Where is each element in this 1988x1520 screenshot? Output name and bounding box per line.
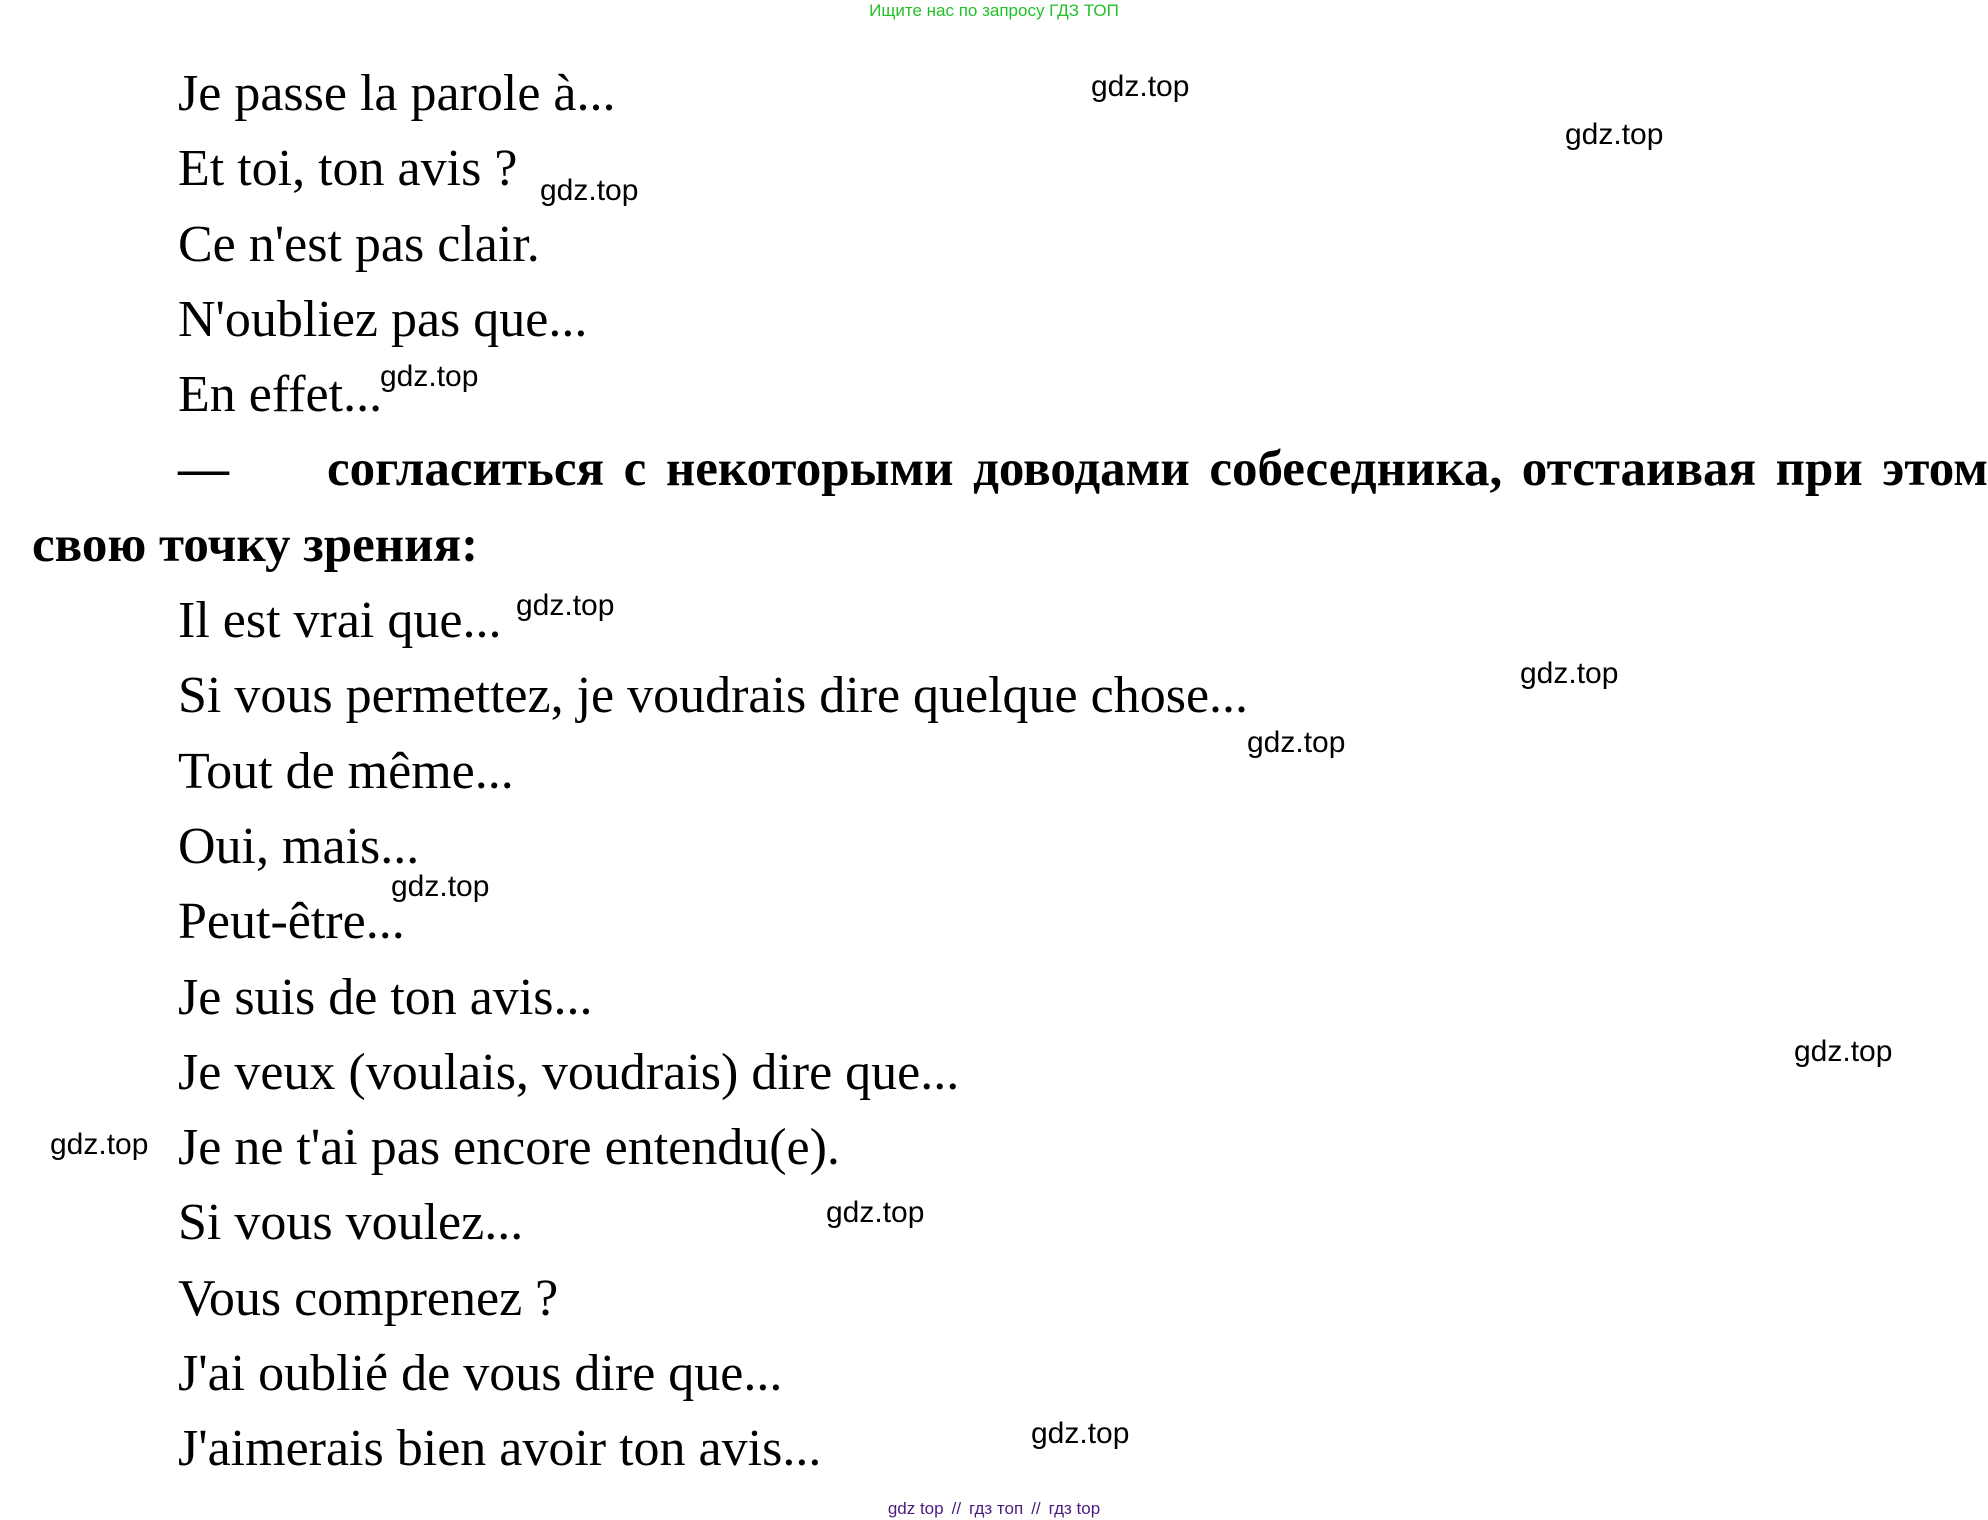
watermark: gdz.top (391, 870, 490, 903)
top-banner: Ищите нас по запросу ГДЗ ТОП (869, 1, 1119, 20)
watermark: gdz.top (1031, 1417, 1130, 1450)
separator: // (951, 1499, 962, 1518)
watermark: gdz.top (50, 1128, 149, 1161)
phrase-line: J'aimerais bien avoir ton avis... (178, 1420, 822, 1478)
phrase-line: Oui, mais... (178, 817, 420, 875)
section-heading-text: согласиться с некоторыми доводами собеседника, отстаивая при этом свою точку зрения: (32, 441, 1988, 573)
phrase-line: Je veux (voulais, voudrais) dire que... (178, 1043, 960, 1101)
phrase-line: Je passe la parole à... (178, 65, 616, 122)
phrase-line: Il est vrai que... (178, 592, 502, 650)
watermark: gdz.top (516, 589, 615, 622)
phrase-line: Ce n'est pas clair. (178, 215, 540, 273)
dash: — (178, 441, 229, 498)
watermark: gdz.top (1794, 1035, 1893, 1068)
phrase-line: En effet... (178, 366, 383, 424)
watermark: gdz.top (826, 1196, 925, 1229)
bottom-banner-part: gdz top (887, 1499, 944, 1518)
watermark: gdz.top (380, 360, 479, 393)
watermark: gdz.top (1091, 70, 1190, 103)
phrase-line: Je ne t'ai pas encore entendu(e). (178, 1119, 840, 1177)
watermark: gdz.top (1247, 726, 1346, 759)
separator: // (1031, 1499, 1041, 1518)
phrase-line: Vous comprenez ? (178, 1269, 559, 1327)
document-body (0, 56, 1988, 1487)
phrase-line: Peut-être... (178, 893, 405, 951)
phrase-line: Je suis de ton avis... (178, 968, 593, 1026)
watermark: gdz.top (1565, 118, 1664, 151)
phrase-line: J'ai oublié de vous dire que... (178, 1345, 783, 1403)
phrase-line: Tout de même... (178, 742, 514, 800)
watermark: gdz.top (540, 174, 639, 207)
phrase-line: Et toi, ton avis ? (178, 140, 518, 198)
section-heading (32, 432, 1988, 583)
phrase-line: Si vous permettez, je voudrais dire quelque chose... (178, 667, 1249, 725)
watermark: gdz.top (1520, 657, 1619, 690)
bottom-banner-part: гдз топ (969, 1499, 1024, 1518)
bottom-banner-part: гдз top (1048, 1499, 1101, 1518)
phrase-line: Si vous voulez... (178, 1194, 524, 1252)
phrase-line: N'oubliez pas que... (178, 290, 588, 348)
